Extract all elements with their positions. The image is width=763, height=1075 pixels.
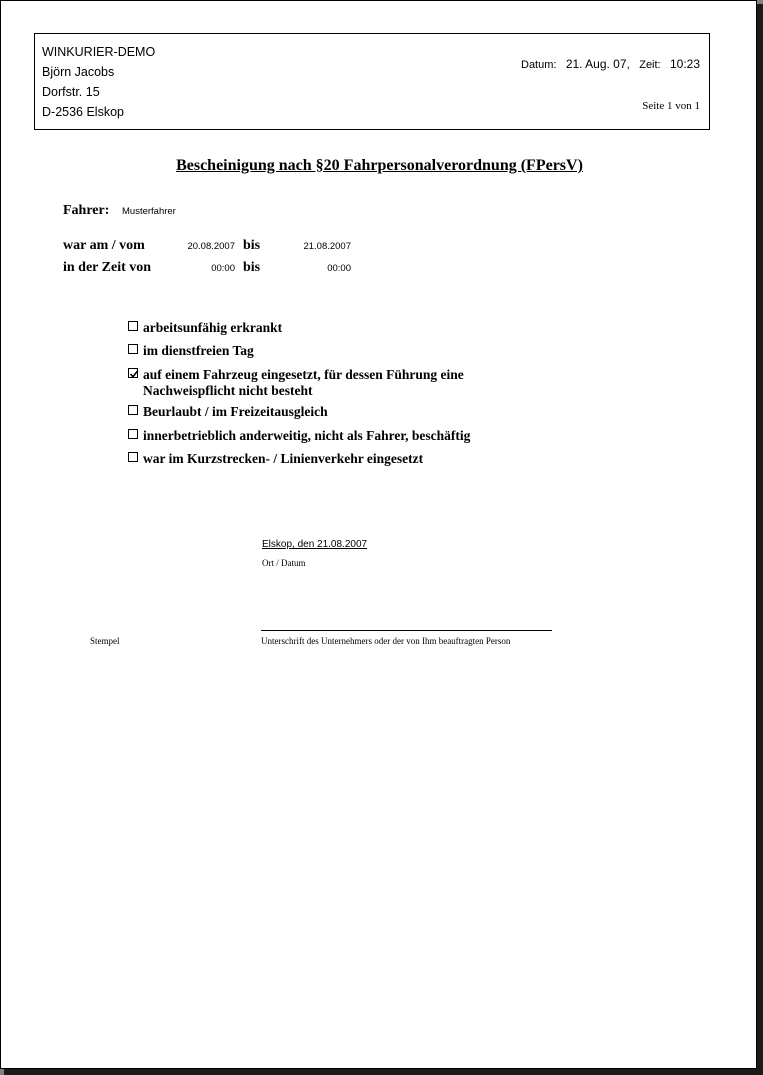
option-other-vehicle-label: auf einem Fahrzeug eingesetzt, für dessen Führung eine	[143, 367, 464, 382]
time-value: 10:23	[669, 57, 700, 71]
sender-street: Dorfstr. 15	[42, 85, 100, 99]
page-shadow-bottom	[4, 1069, 763, 1075]
checkbox-leave	[128, 405, 138, 415]
sender-address	[42, 42, 155, 122]
checkbox-other-vehicle	[128, 368, 138, 378]
date-bis-label: bis	[243, 238, 261, 253]
company-name: WINKURIER-DEMO	[42, 45, 156, 59]
date-time	[521, 57, 700, 71]
checkbox-internal	[128, 429, 138, 439]
date-value: 21. Aug. 07,	[565, 57, 630, 71]
place-date-label: Ort / Datum	[262, 558, 306, 568]
option-day-off-label: im dienstfreien Tag	[143, 343, 254, 358]
stamp-label: Stempel	[90, 636, 120, 646]
place-date: Elskop, den 21.08.2007	[262, 539, 368, 550]
option-short-distance-label: war im Kurzstrecken- / Linienverkehr eingesetzt	[143, 451, 424, 466]
option-leave-label: Beurlaubt / im Freizeitausgleich	[143, 404, 328, 419]
time-from: 00:00	[211, 263, 235, 274]
checkmark-icon	[129, 369, 139, 379]
option-internal-label: innerbetrieblich anderweitig, nicht als Fahrer, beschäftig	[143, 428, 471, 443]
header-box	[34, 33, 710, 130]
document-title: Bescheinigung nach §20 Fahrpersonalverordnung (FPersV)	[176, 157, 583, 174]
checkbox-sick	[128, 321, 138, 331]
driver-label: Fahrer:	[63, 203, 110, 218]
checkbox-day-off	[128, 344, 138, 354]
time-label: Zeit:	[639, 59, 661, 71]
date-from: 20.08.2007	[187, 241, 235, 252]
option-sick-label: arbeitsunfähig erkrankt	[143, 320, 283, 335]
signature-label: Unterschrift des Unternehmers oder der von Ihm beauftragten Person	[261, 636, 511, 646]
time-to: 00:00	[327, 263, 351, 274]
option-other-vehicle-label-2: Nachweispflicht nicht besteht	[143, 383, 313, 398]
signature-line	[261, 630, 552, 631]
time-range-label: in der Zeit von	[63, 260, 152, 275]
date-range-label: war am / vom	[63, 238, 145, 253]
driver-value: Musterfahrer	[122, 206, 176, 217]
page-info: Seite 1 von 1	[642, 100, 700, 112]
sender-city: D-2536 Elskop	[42, 105, 124, 119]
time-bis-label: bis	[243, 260, 261, 275]
date-to: 21.08.2007	[303, 241, 351, 252]
checkbox-short-distance	[128, 452, 138, 462]
date-label: Datum:	[521, 59, 557, 71]
sender-name: Björn Jacobs	[42, 65, 115, 79]
page-shadow-right	[757, 4, 763, 1075]
